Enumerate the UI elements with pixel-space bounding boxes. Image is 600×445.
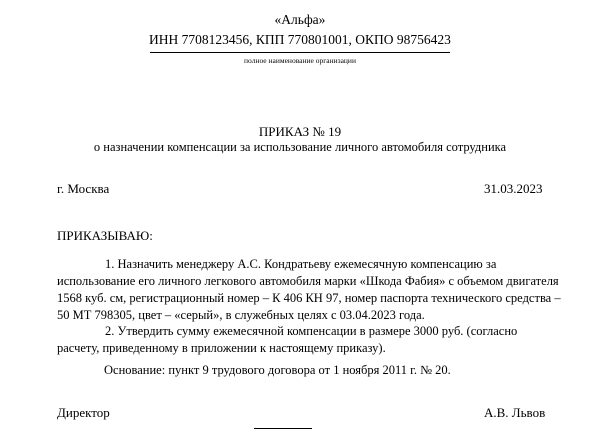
organization-codes: ИНН 7708123456, КПП 770801001, ОКПО 98756423 bbox=[149, 32, 451, 47]
order-item-1-line: 1568 куб. см, регистрационный номер – К 406 КН 97, номер паспорта технического средства – bbox=[57, 291, 561, 305]
order-item-2-line: 2. Утвердить сумму ежемесячной компенсации в размере 3000 руб. (согласно bbox=[105, 324, 518, 338]
signature-line bbox=[254, 428, 312, 429]
orders-heading: ПРИКАЗЫВАЮ: bbox=[57, 228, 153, 243]
order-city: г. Москва bbox=[57, 181, 110, 196]
order-item-1-line: использование его личного легкового автомобиля марки «Шкода Фабия» с объемом двигателя bbox=[57, 274, 559, 288]
order-item-1 bbox=[57, 256, 561, 324]
organization-name: «Альфа» bbox=[274, 12, 326, 27]
order-item-1-line: 50 МТ 798305, цвет – «серый», в служебных целях с 03.04.2023 года. bbox=[57, 308, 425, 322]
order-date: 31.03.2023 bbox=[484, 181, 543, 196]
order-item-1-line: 1. Назначить менеджеру А.С. Кондратьеву ежемесячную компенсацию за bbox=[105, 257, 497, 271]
organization-caption: полное наименование организации bbox=[244, 56, 356, 65]
order-item-2-line: расчету, приведенному в приложении к настоящему приказу). bbox=[57, 341, 386, 355]
order-title: ПРИКАЗ № 19 bbox=[258, 124, 342, 139]
order-basis: Основание: пункт 9 трудового договора от 1 ноября 2011 г. № 20. bbox=[104, 363, 451, 377]
signer-name: А.В. Львов bbox=[484, 405, 546, 420]
organization-underline bbox=[150, 52, 450, 53]
order-item-2 bbox=[57, 323, 547, 357]
order-subtitle: о назначении компенсации за использование личного автомобиля сотрудника bbox=[93, 140, 507, 154]
signer-position: Директор bbox=[57, 405, 110, 420]
